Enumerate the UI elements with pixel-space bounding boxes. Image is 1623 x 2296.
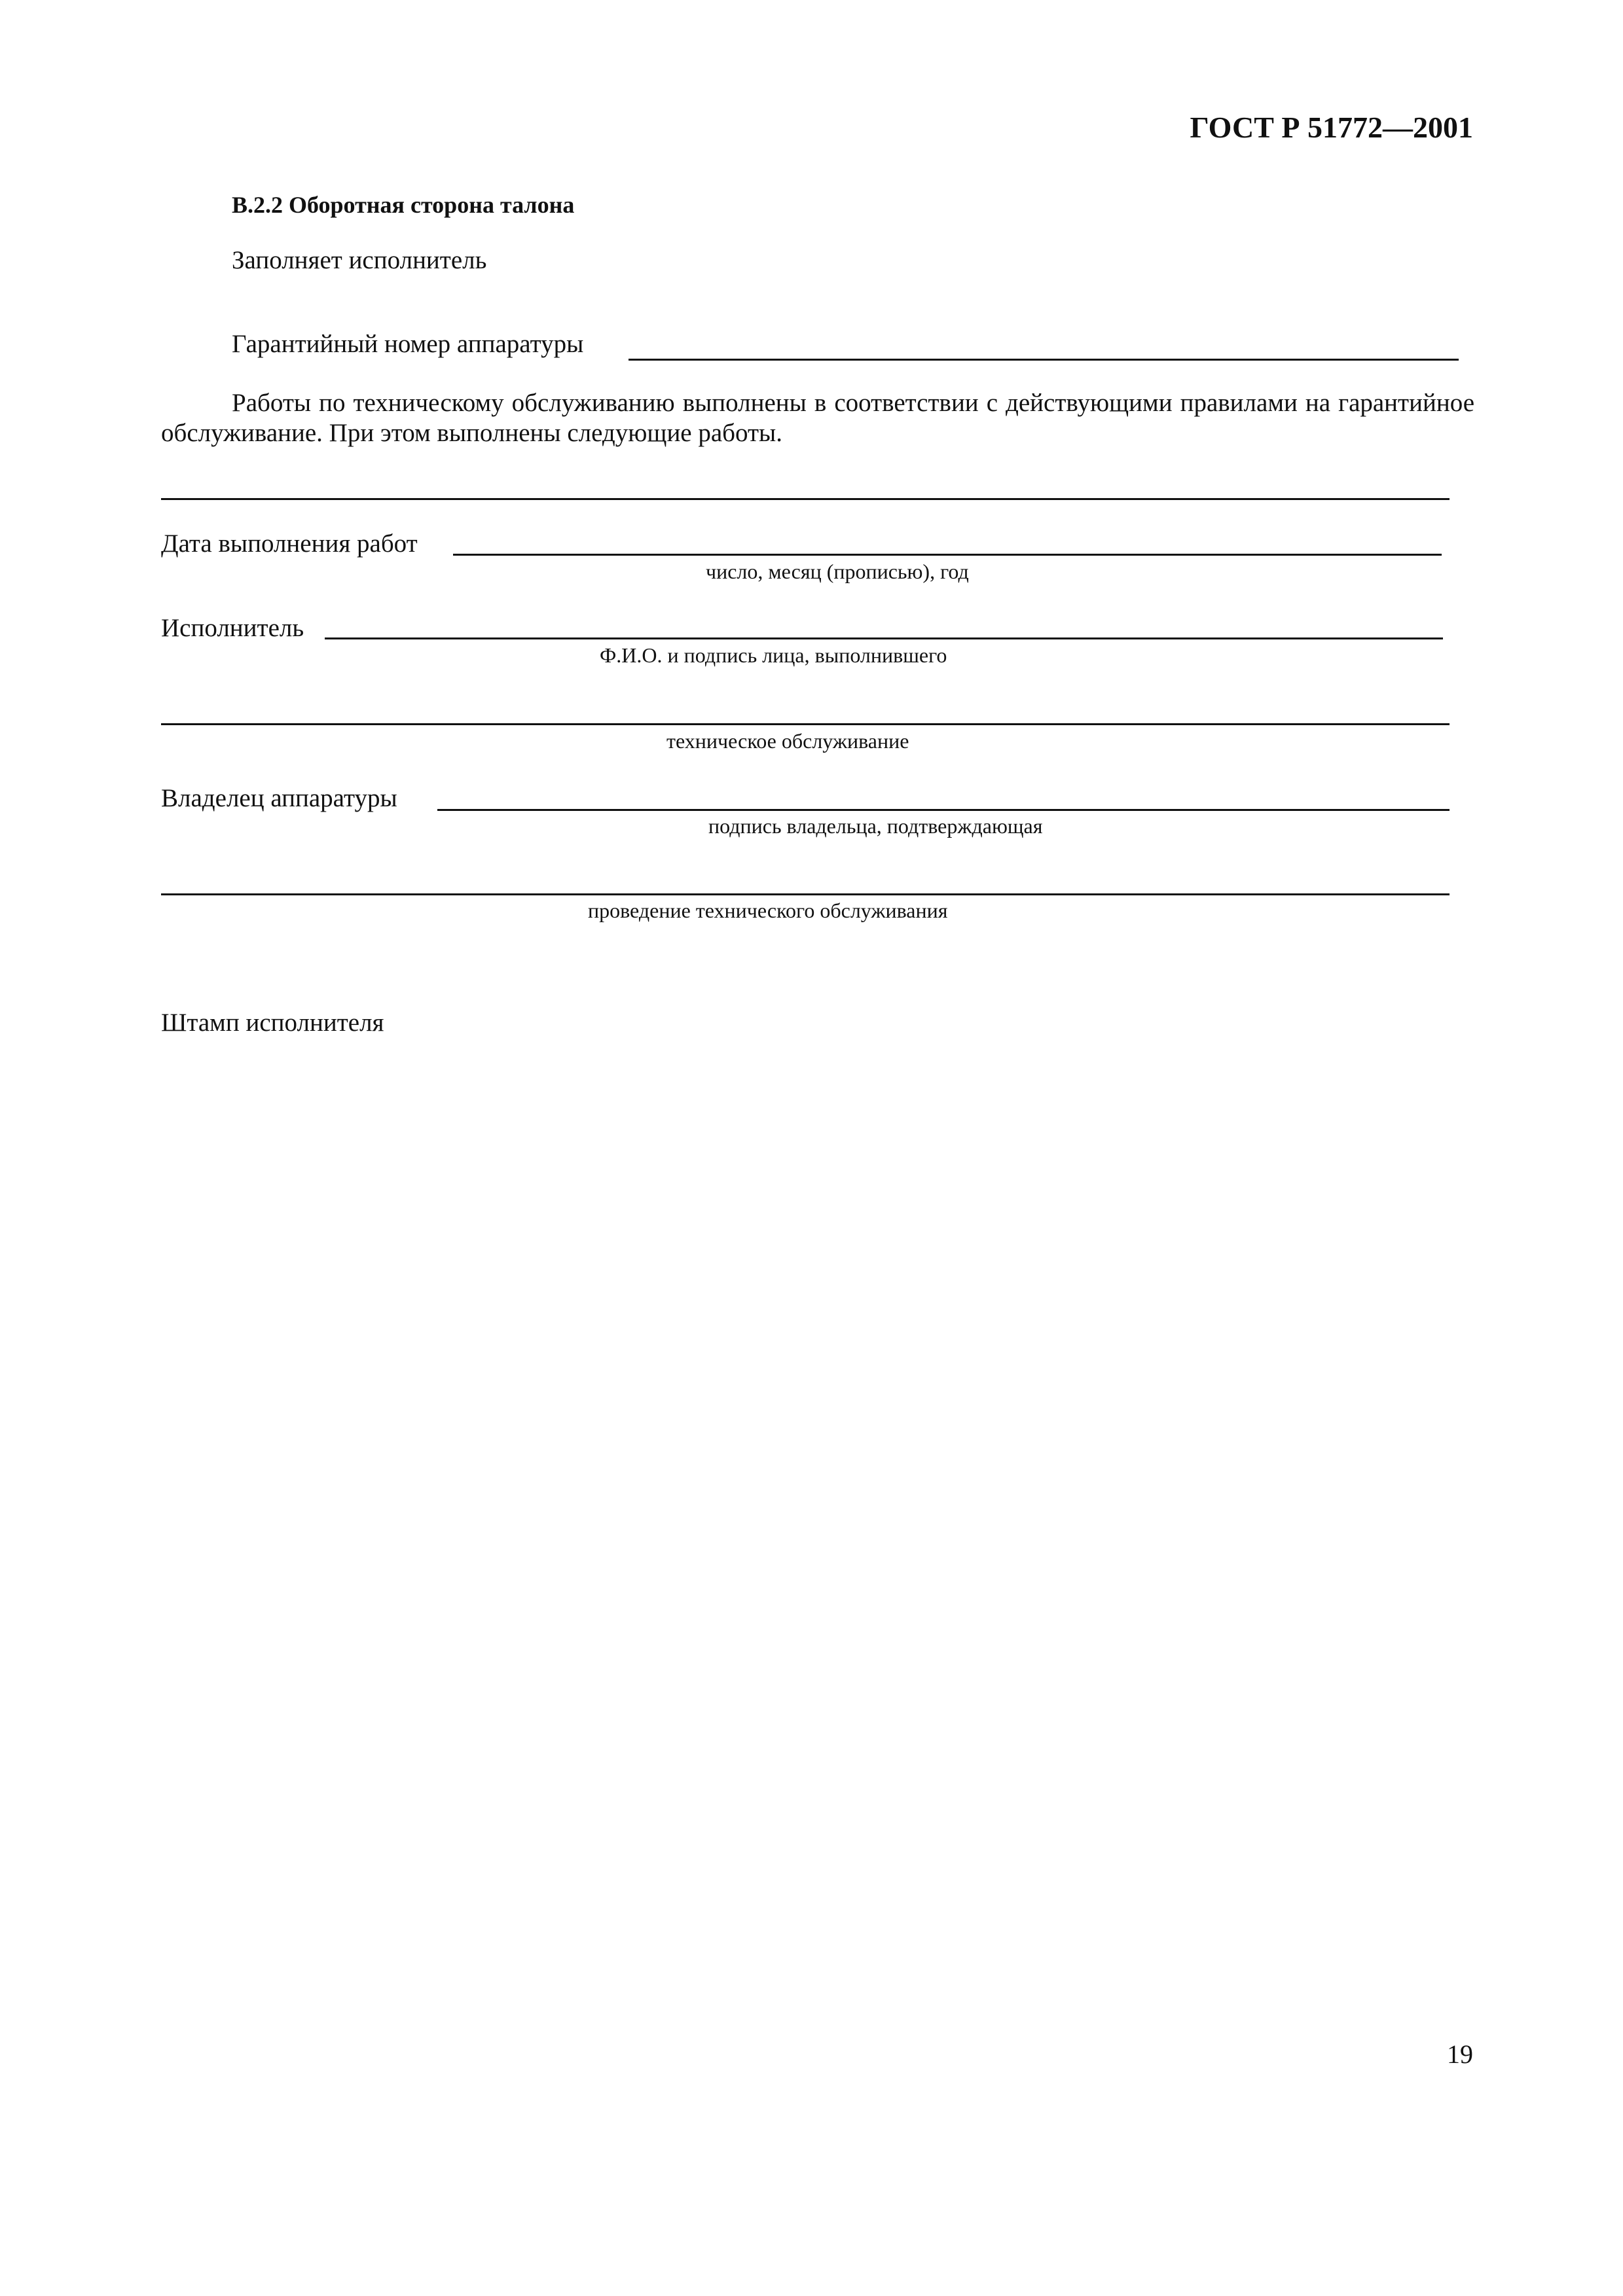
filled-by-text: Заполняет исполнитель [232, 246, 487, 274]
owner-field-continued[interactable] [161, 893, 1450, 895]
executor-field-continued[interactable] [161, 723, 1450, 725]
executor-field[interactable] [325, 637, 1443, 639]
date-field[interactable] [453, 554, 1442, 556]
date-caption: число, месяц (прописью), год [706, 560, 969, 583]
owner-caption-continued: проведение технического обслуживания [588, 899, 948, 922]
owner-label: Владелец аппаратуры [161, 784, 397, 812]
page-number: 19 [1447, 2039, 1473, 2069]
stamp-label: Штамп исполнителя [161, 1009, 384, 1037]
owner-signature-field[interactable] [437, 809, 1450, 811]
executor-label: Исполнитель [161, 614, 304, 642]
work-paragraph [161, 388, 1474, 448]
section-title: В.2.2 Оборотная сторона талона [232, 192, 575, 218]
warranty-number-field[interactable] [629, 359, 1459, 361]
owner-caption: подпись владельца, подтверждающая [708, 814, 1043, 838]
warranty-number-label: Гарантийный номер аппаратуры [232, 330, 584, 358]
executor-caption-continued: техническое обслуживание [666, 729, 909, 753]
executor-caption: Ф.И.О. и подпись лица, выполнившего [600, 643, 947, 667]
document-header: ГОСТ Р 51772—2001 [1190, 111, 1473, 144]
works-performed-field[interactable] [161, 498, 1450, 500]
work-paragraph-text: Работы по техническому обслуживанию выполнены в соответствии с действующими правилами на гарантийное обслуживание. При этом выполнены следующие работы. [161, 389, 1474, 447]
date-label: Дата выполнения работ [161, 529, 418, 558]
